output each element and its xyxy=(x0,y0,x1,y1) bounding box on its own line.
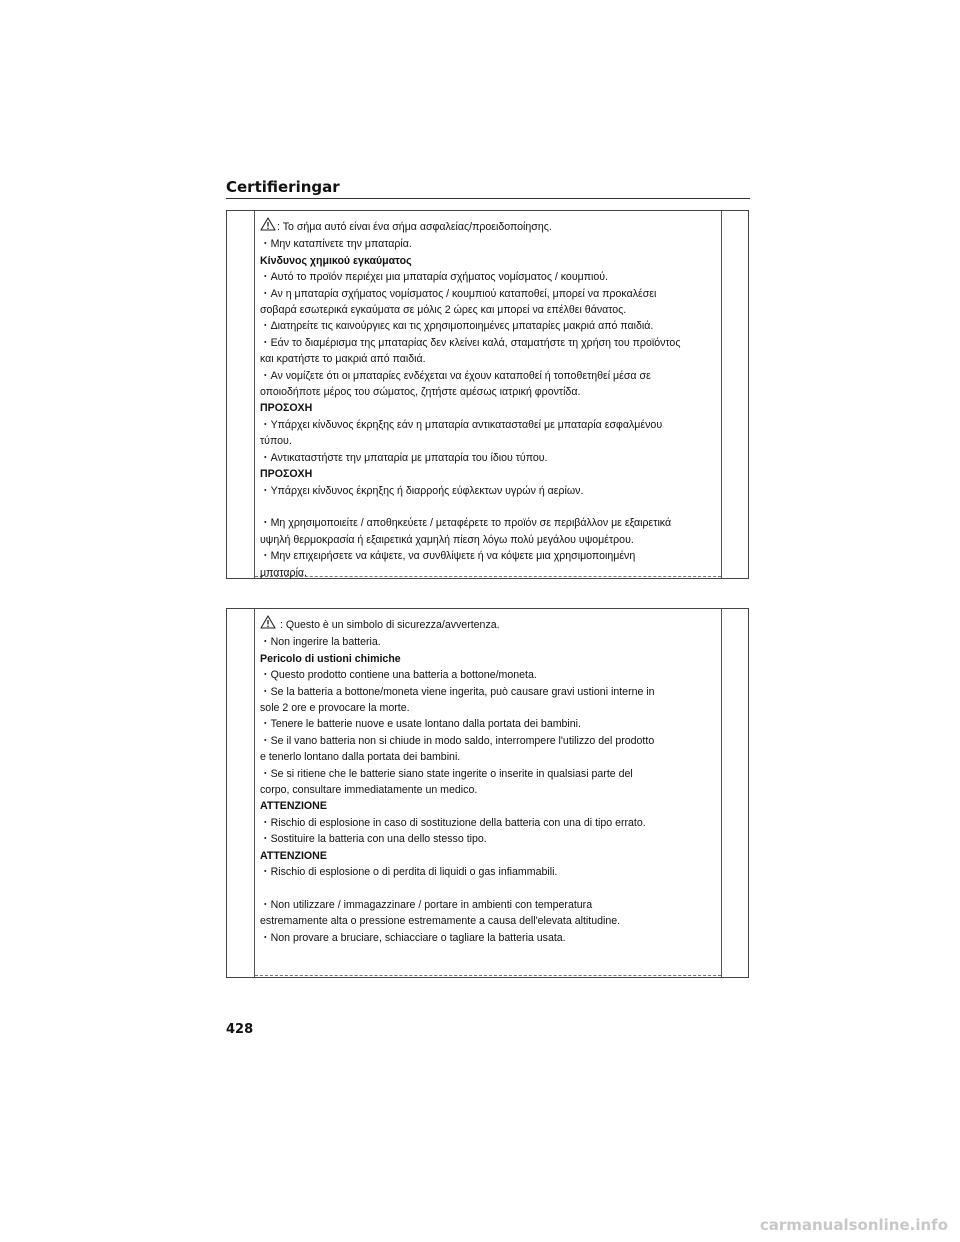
greek-warning-text xyxy=(260,217,716,581)
box-bottom-dashed-line xyxy=(255,975,721,976)
text-line xyxy=(260,532,716,548)
section-heading xyxy=(260,651,716,667)
line-text: ・Se la batteria a bottone/moneta viene ingerita, può causare gravi ustioni interne in xyxy=(260,685,655,698)
text-line xyxy=(260,782,716,798)
text-line xyxy=(260,269,716,285)
line-text: ・Sostituire la batteria con una dello stesso tipo. xyxy=(260,833,487,846)
section-heading xyxy=(260,400,716,416)
line-text: ・Υπάρχει κίνδυνος έκρηξης ή διαρροής εύφλεκτων υγρών ή αερίων. xyxy=(260,484,584,497)
text-line xyxy=(260,615,716,634)
line-text: ・Rischio di esplosione in caso di sostituzione della batteria con una di tipo errato. xyxy=(260,816,646,829)
text-line xyxy=(260,286,716,302)
line-text: ・Αυτό το προϊόν περιέχει μια μπαταρία σχήματος νομίσματος / κουμπιού. xyxy=(260,271,609,284)
text-line xyxy=(260,417,716,433)
line-text: ・Tenere le batterie nuove e usate lontano dalla portata dei bambini. xyxy=(260,718,581,731)
text-line xyxy=(260,515,716,531)
line-text: ・Non ingerire la batteria. xyxy=(260,636,381,649)
line-text: estremamente alta o pressione estremamente a causa dell'elevata altitudine. xyxy=(260,915,621,928)
box-right-divider xyxy=(721,211,722,578)
text-line xyxy=(260,930,716,946)
section-heading xyxy=(260,253,716,269)
text-line xyxy=(260,733,716,749)
section-heading xyxy=(260,466,716,482)
text-line xyxy=(260,548,716,564)
line-text: ・Rischio di esplosione o di perdita di liquidi o gas infiammabili. xyxy=(260,866,558,879)
line-text: ATTENZIONE xyxy=(260,849,327,862)
line-text: : Το σήμα αυτό είναι ένα σήμα ασφαλείας/προειδοποίησης. xyxy=(277,221,552,233)
watermark: carmanualsonline.info xyxy=(759,1216,948,1234)
text-line xyxy=(260,351,716,367)
text-line xyxy=(260,433,716,449)
line-text: ATTENZIONE xyxy=(260,800,327,813)
line-text: ・Μην επιχειρήσετε να κάψετε, να συνθλίψετε ή να κόψετε μια χρησιμοποιημένη xyxy=(260,550,636,563)
line-text: ・Μην καταπίνετε την μπαταρία. xyxy=(260,238,412,251)
title-divider xyxy=(226,198,750,199)
warning-triangle-icon xyxy=(260,615,276,634)
text-line xyxy=(260,450,716,466)
line-text: ・Questo prodotto contiene una batteria a bottone/moneta. xyxy=(260,669,537,682)
section-heading xyxy=(260,848,716,864)
text-line xyxy=(260,716,716,732)
line-text: ・Μη χρησιμοποιείτε / αποθηκεύετε / μεταφέρετε το προϊόν σε περιβάλλον με εξαιρετικά xyxy=(260,517,672,530)
text-line xyxy=(260,766,716,782)
line-text: ΠΡΟΣΟΧΗ xyxy=(260,468,313,481)
page-number: 428 xyxy=(226,1022,254,1037)
text-line xyxy=(260,634,716,650)
line-text: ・Αντικαταστήστε την μπαταρία με μπαταρία του ίδιου τύπου. xyxy=(260,451,548,464)
text-line xyxy=(260,565,716,581)
line-text: ・Διατηρείτε τις καινούργιες και τις χρησιμοποιημένες μπαταρίες μακριά από παιδιά. xyxy=(260,320,654,333)
section-heading xyxy=(260,798,716,814)
line-text: ・Αν νομίζετε ότι οι μπαταρίες ενδέχεται να έχουν καταποθεί ή τοποθετηθεί μέσα σε xyxy=(260,369,651,382)
box-right-divider xyxy=(721,609,722,977)
italian-warning-box xyxy=(226,608,749,978)
text-line xyxy=(260,913,716,929)
line-text: και κρατήστε το μακριά από παιδιά. xyxy=(260,353,426,366)
text-line xyxy=(260,217,716,236)
line-text: Pericolo di ustioni chimiche xyxy=(260,652,401,665)
line-text: ・Non utilizzare / immagazzinare / portare in ambienti con temperatura xyxy=(260,898,593,911)
text-line xyxy=(260,667,716,683)
text-line xyxy=(260,749,716,765)
text-line xyxy=(260,318,716,334)
text-line xyxy=(260,700,716,716)
italian-warning-text xyxy=(260,615,716,946)
line-text: οποιοδήποτε μέρος του σώματος, ζητήστε αμέσως ιατρική φροντίδα. xyxy=(260,386,581,399)
line-text: e tenerlo lontano dalla portata dei bambini. xyxy=(260,751,461,764)
text-line xyxy=(260,368,716,384)
text-line xyxy=(260,335,716,351)
line-text: μπαταρία. xyxy=(260,566,307,579)
section-title: Certifieringar xyxy=(226,178,340,196)
line-text: : Questo è un simbolo di sicurezza/avvertenza. xyxy=(277,619,500,631)
line-text: ・Εάν το διαμέρισμα της μπαταρίας δεν κλείνει καλά, σταματήστε τη χρήση του προϊόντος xyxy=(260,336,681,349)
greek-warning-box xyxy=(226,210,749,579)
text-line xyxy=(260,684,716,700)
text-line xyxy=(260,384,716,400)
line-text: σοβαρά εσωτερικά εγκαύματα σε μόλις 2 ώρες και μπορεί να επέλθει θάνατος. xyxy=(260,304,627,317)
box-left-divider xyxy=(254,211,255,578)
line-text: ・Αν η μπαταρία σχήματος νομίσματος / κουμπιού καταποθεί, μπορεί να προκαλέσει xyxy=(260,287,657,300)
line-text: ΠΡΟΣΟΧΗ xyxy=(260,402,313,415)
text-line xyxy=(260,831,716,847)
line-text: ・Non provare a bruciare, schiacciare o tagliare la batteria usata. xyxy=(260,931,566,944)
line-text: corpo, consultare immediatamente un medico. xyxy=(260,784,478,797)
line-text: Κίνδυνος χημικού εγκαύματος xyxy=(260,254,412,267)
box-left-divider xyxy=(254,609,255,977)
blank-line xyxy=(260,881,716,897)
text-line xyxy=(260,864,716,880)
blank-line xyxy=(260,499,716,515)
text-line xyxy=(260,815,716,831)
line-text: sole 2 ore e provocare la morte. xyxy=(260,702,410,715)
line-text: ・Υπάρχει κίνδυνος έκρηξης εάν η μπαταρία αντικατασταθεί με μπαταρία εσφαλμένου xyxy=(260,418,663,431)
text-line xyxy=(260,483,716,499)
text-line xyxy=(260,302,716,318)
line-text: ・Se si ritiene che le batterie siano state ingerite o inserite in qualsiasi parte del xyxy=(260,767,633,780)
line-text: υψηλή θερμοκρασία ή εξαιρετικά χαμηλή πίεση λόγω πολύ μεγάλου υψομέτρου. xyxy=(260,533,634,546)
text-line xyxy=(260,897,716,913)
line-text: ・Se il vano batteria non si chiude in modo saldo, interrompere l'utilizzo del prodotto xyxy=(260,734,655,747)
warning-triangle-icon xyxy=(260,217,276,236)
text-line xyxy=(260,236,716,252)
line-text: τύπου. xyxy=(260,435,292,448)
